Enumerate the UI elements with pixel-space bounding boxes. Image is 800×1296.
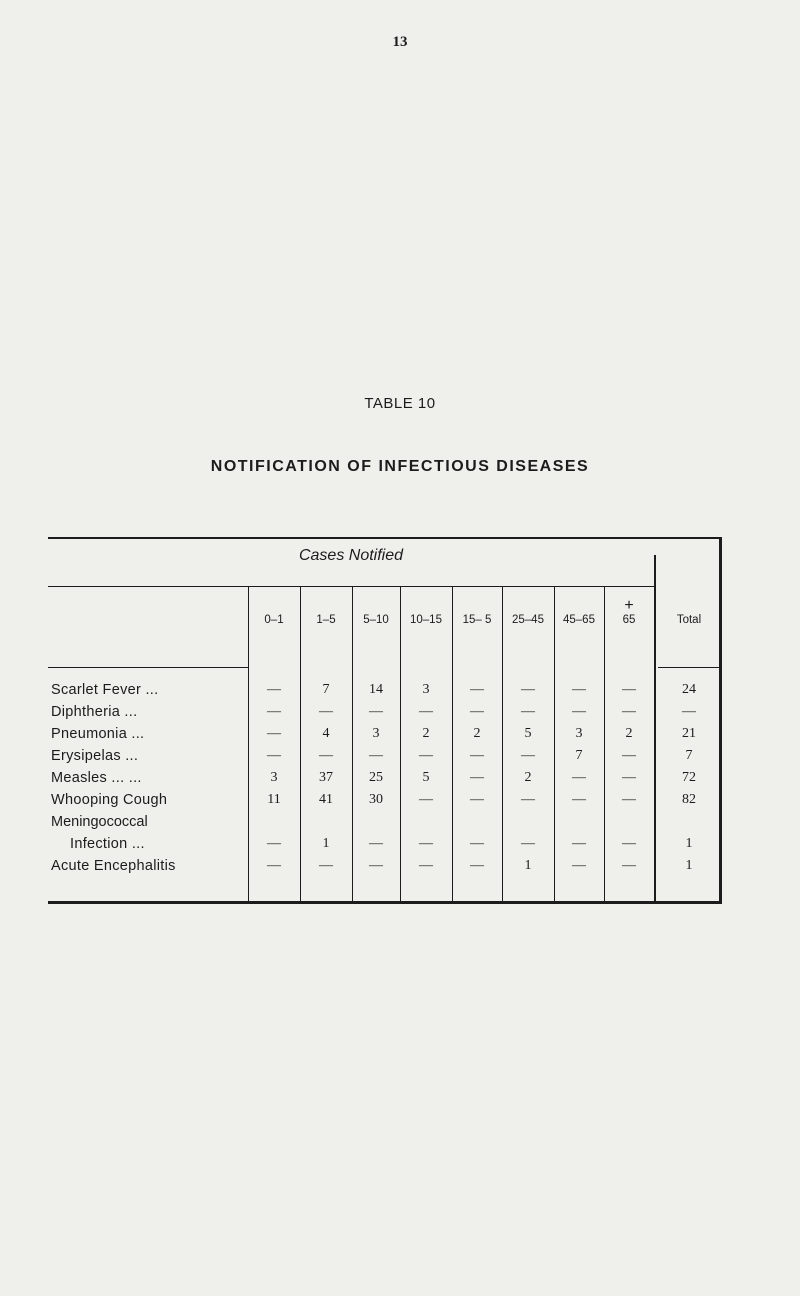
- cell-25-45: 1: [524, 858, 532, 873]
- cell-1-5: 1: [322, 836, 330, 851]
- table-row-pneumonia: [48, 723, 722, 745]
- cell-25-45: 5: [524, 726, 532, 741]
- cell-5-10: 30: [369, 792, 383, 807]
- cell-10-15: 5: [422, 770, 430, 785]
- cell-1-5: 41: [319, 792, 333, 807]
- infectious-diseases-table: [48, 537, 722, 904]
- cell-15-25: 2: [473, 726, 481, 741]
- column-header-0-1: 0–1: [264, 614, 284, 626]
- disease-name: Infection ...: [70, 836, 145, 852]
- column-header-15-25: 15– 5: [462, 614, 492, 626]
- table-heading: NOTIFICATION OF INFECTIOUS DISEASES: [210, 458, 590, 475]
- cell-1-5: 4: [322, 726, 330, 741]
- cell-15-25: —: [470, 682, 484, 697]
- disease-name: Measles ... ...: [51, 770, 142, 786]
- cell-45-65: 7: [575, 748, 583, 763]
- cell-total: 7: [685, 748, 693, 763]
- cell-0-1: 3: [270, 770, 278, 785]
- cell-25-45: —: [521, 682, 535, 697]
- cell-5-10: —: [369, 858, 383, 873]
- cell-0-1: —: [267, 836, 281, 851]
- cell-10-15: —: [419, 704, 433, 719]
- cell-65-plus: —: [622, 704, 636, 719]
- cell-1-5: —: [319, 858, 333, 873]
- cell-10-15: 3: [422, 682, 430, 697]
- column-header-10-15: 10–15: [410, 614, 442, 626]
- column-header-total: Total: [676, 614, 702, 626]
- table-row-scarlet-fever: [48, 679, 722, 701]
- column-header-25-45: 25–45: [512, 614, 544, 626]
- cell-1-5: 37: [319, 770, 333, 785]
- table-row-whooping-cough: [48, 789, 722, 811]
- table-row-meningococcal-infection: [48, 814, 722, 855]
- cell-10-15: —: [419, 792, 433, 807]
- disease-name: Scarlet Fever ...: [51, 682, 159, 698]
- cell-0-1: —: [267, 682, 281, 697]
- disease-name: Acute Encephalitis: [51, 858, 176, 874]
- column-header-65-label: 65: [622, 614, 636, 626]
- cell-1-5: —: [319, 704, 333, 719]
- cases-notified-caption: Cases Notified: [298, 547, 404, 564]
- cell-15-25: —: [470, 704, 484, 719]
- header-rule-right: [658, 667, 722, 668]
- cell-1-5: —: [319, 748, 333, 763]
- cell-5-10: —: [369, 704, 383, 719]
- cell-5-10: 3: [372, 726, 380, 741]
- cell-65-plus: 2: [625, 726, 633, 741]
- cell-5-10: —: [369, 748, 383, 763]
- cell-65-plus: —: [622, 682, 636, 697]
- disease-name: Whooping Cough: [51, 792, 168, 808]
- page-number: 13: [392, 34, 408, 50]
- cell-45-65: —: [572, 704, 586, 719]
- table-label: TABLE 10: [364, 395, 436, 412]
- cell-0-1: —: [267, 704, 281, 719]
- cell-0-1: 11: [267, 792, 281, 807]
- cell-total: 72: [682, 770, 696, 785]
- cell-0-1: —: [267, 858, 281, 873]
- cell-10-15: 2: [422, 726, 430, 741]
- table-row-diphtheria: [48, 701, 722, 723]
- cell-10-15: —: [419, 836, 433, 851]
- cell-15-25: —: [470, 836, 484, 851]
- cell-45-65: 3: [575, 726, 583, 741]
- cell-45-65: —: [572, 770, 586, 785]
- disease-name: Erysipelas ...: [51, 748, 139, 764]
- cell-15-25: —: [470, 748, 484, 763]
- cell-0-1: —: [267, 726, 281, 741]
- cell-45-65: —: [572, 858, 586, 873]
- cell-25-45: —: [521, 836, 535, 851]
- cell-10-15: —: [419, 858, 433, 873]
- cell-total: —: [682, 704, 696, 719]
- cell-total: 24: [682, 682, 696, 697]
- disease-name: Pneumonia ...: [51, 726, 145, 742]
- cell-total: 82: [682, 792, 696, 807]
- cell-total: 1: [685, 836, 693, 851]
- disease-name: Diphtheria ...: [51, 704, 138, 720]
- cell-25-45: —: [521, 792, 535, 807]
- cell-45-65: —: [572, 792, 586, 807]
- column-header-1-5: 1–5: [316, 614, 336, 626]
- cell-15-25: —: [470, 792, 484, 807]
- cell-total: 1: [685, 858, 693, 873]
- cell-5-10: —: [369, 836, 383, 851]
- cell-5-10: 14: [369, 682, 383, 697]
- cell-65-plus: —: [622, 792, 636, 807]
- cell-25-45: —: [521, 748, 535, 763]
- table-row-acute-encephalitis: [48, 855, 722, 877]
- column-header-5-10: 5–10: [363, 614, 389, 626]
- cell-10-15: —: [419, 748, 433, 763]
- cell-total: 21: [682, 726, 696, 741]
- column-header-65-plus: [604, 599, 654, 627]
- cell-65-plus: —: [622, 858, 636, 873]
- plus-sign: +: [624, 597, 634, 614]
- cell-15-25: —: [470, 858, 484, 873]
- cell-5-10: 25: [369, 770, 383, 785]
- cell-25-45: 2: [524, 770, 532, 785]
- table-row-erysipelas: [48, 745, 722, 767]
- cell-25-45: —: [521, 704, 535, 719]
- cell-65-plus: —: [622, 748, 636, 763]
- table-row-measles: [48, 767, 722, 789]
- cell-65-plus: —: [622, 836, 636, 851]
- disease-name-line1: Meningococcal: [51, 814, 148, 830]
- column-header-45-65: 45–65: [563, 614, 595, 626]
- cell-0-1: —: [267, 748, 281, 763]
- cell-45-65: —: [572, 682, 586, 697]
- cell-15-25: —: [470, 770, 484, 785]
- cell-1-5: 7: [322, 682, 330, 697]
- cell-65-plus: —: [622, 770, 636, 785]
- header-rule-left: [48, 667, 248, 668]
- cell-45-65: —: [572, 836, 586, 851]
